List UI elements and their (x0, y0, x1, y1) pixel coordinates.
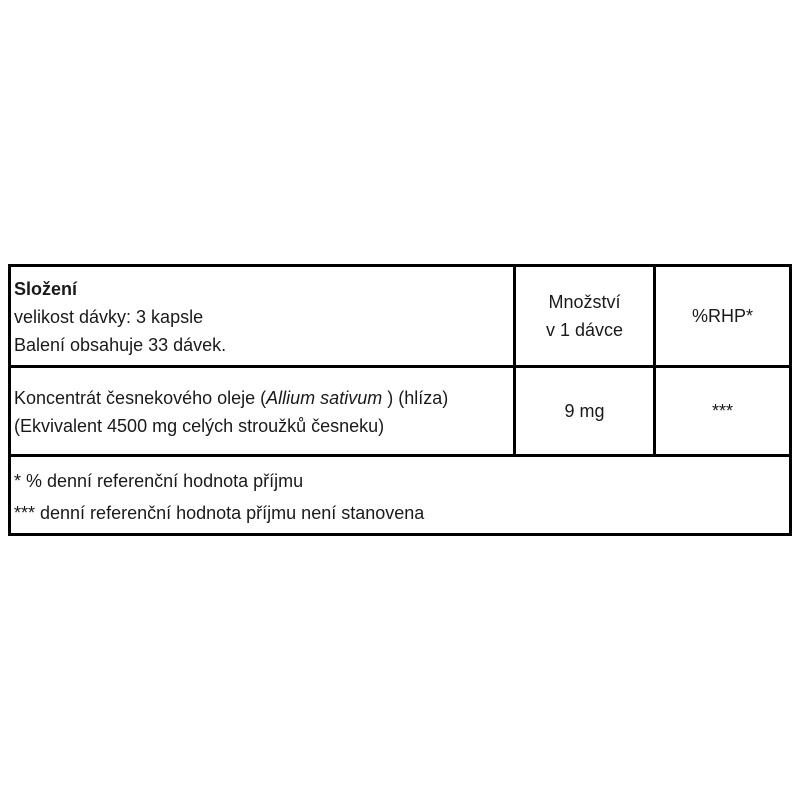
ingredient-name-cell (11, 368, 513, 454)
amount-header-cell (513, 267, 653, 365)
ingredient-amount-cell (513, 368, 653, 454)
amount-header-line2: v 1 dávce (545, 320, 624, 340)
ingredient-row (11, 368, 789, 457)
ingredient-latin-name: Allium sativum (266, 388, 383, 408)
ingredient-amount: 9 mg (564, 401, 605, 421)
rhp-header-cell (653, 267, 789, 365)
serving-size: velikost dávky: 3 kapsle (14, 307, 204, 327)
servings-per-pack: Balení obsahuje 33 dávek. (14, 335, 227, 355)
table-header-row (11, 267, 789, 368)
footnote-not-established: *** denní referenční hodnota příjmu není stanovena (14, 503, 425, 523)
rhp-header: %RHP* (691, 306, 753, 326)
footnote-row (11, 457, 789, 533)
ingredient-rhp: *** (711, 401, 733, 421)
ingredient-name-prefix: Koncentrát česnekového oleje ( (14, 388, 267, 408)
footnote-cell (11, 457, 789, 533)
composition-cell (11, 267, 513, 365)
ingredient-name-suffix: ) (hlíza) (382, 388, 449, 408)
composition-title: Složení (14, 279, 78, 299)
ingredient-name (14, 384, 513, 412)
footnote-rhp: * % denní referenční hodnota příjmu (14, 471, 304, 491)
composition-table (8, 264, 792, 536)
ingredient-equivalent: (Ekvivalent 4500 mg celých stroužků česneku) (14, 416, 385, 436)
amount-header-line1: Množství (548, 292, 621, 312)
ingredient-rhp-cell (653, 368, 789, 454)
